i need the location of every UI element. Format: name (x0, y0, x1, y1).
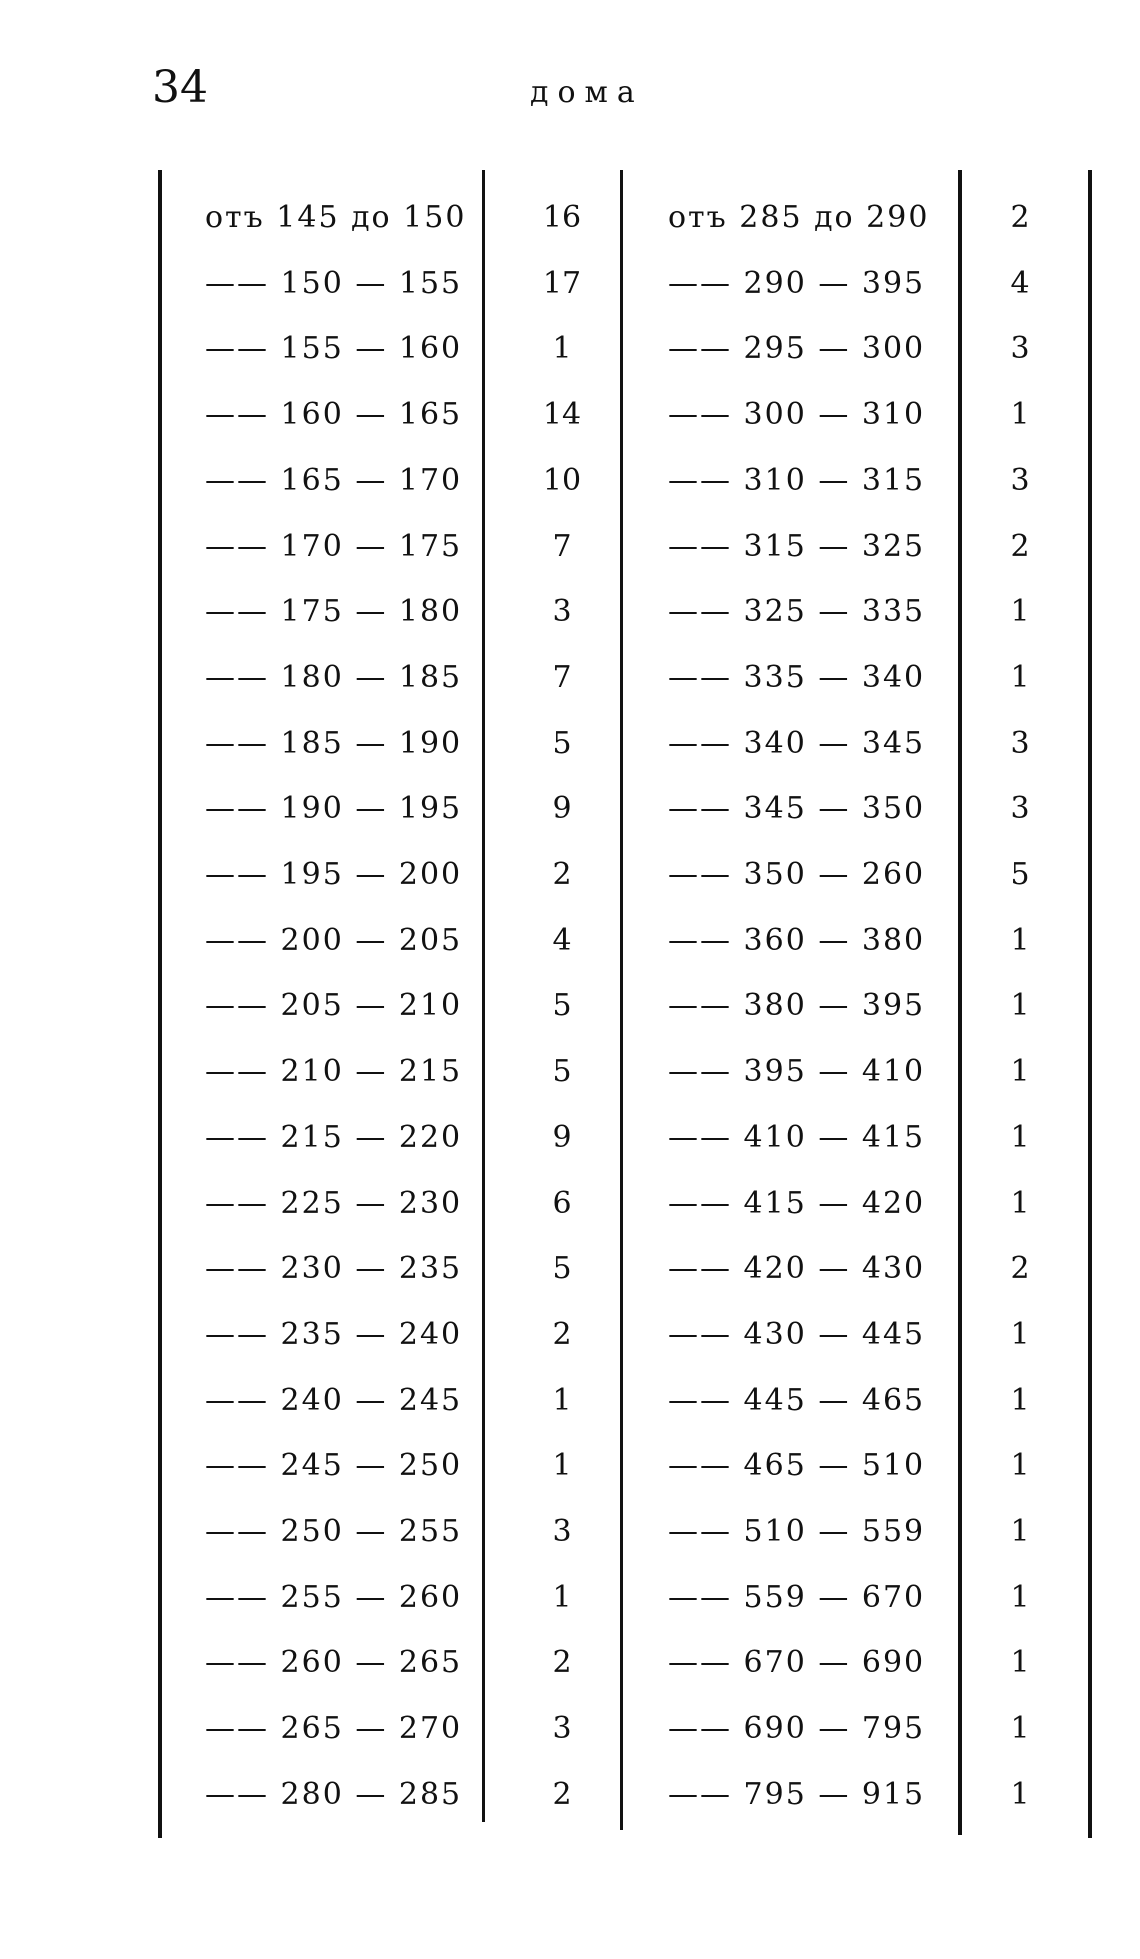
table-row-count: 5 (1010, 857, 1030, 892)
table-row-count: 4 (1010, 266, 1030, 301)
table-row-count: 1 (1010, 1448, 1030, 1483)
table-row-count: 5 (552, 1054, 572, 1089)
table-row-range: —— 415 — 420 (668, 1186, 926, 1221)
table-row-range: —— 180 — 185 (205, 660, 463, 695)
table-row-count: 2 (552, 857, 572, 892)
table-row-range: —— 340 — 345 (668, 726, 926, 761)
table-row-range: —— 185 — 190 (205, 726, 463, 761)
table-row-count: 3 (1010, 791, 1030, 826)
table-row-range: —— 345 — 350 (668, 791, 926, 826)
table-row-range: —— 235 — 240 (205, 1317, 463, 1352)
table-row-range: —— 205 — 210 (205, 988, 463, 1023)
table-row-count: 1 (1010, 397, 1030, 432)
table-row-count: 1 (552, 1580, 572, 1615)
table-row-range: —— 315 — 325 (668, 529, 926, 564)
table-row-range: —— 150 — 155 (205, 266, 463, 301)
table-row-count: 3 (1010, 463, 1030, 498)
table-row-range: —— 245 — 250 (205, 1448, 463, 1483)
table-row-count: 10 (542, 463, 582, 498)
table-row-range: —— 160 — 165 (205, 397, 463, 432)
table-row-count: 1 (552, 1383, 572, 1418)
table-row-range: —— 295 — 300 (668, 331, 926, 366)
table-row-range: —— 445 — 465 (668, 1383, 926, 1418)
table-row-count: 5 (552, 1251, 572, 1286)
rule-middle (620, 170, 623, 1830)
table-row-range: отъ 285 до 290 (668, 200, 930, 235)
table-row-count: 2 (1010, 529, 1030, 564)
table-row-range: —— 310 — 315 (668, 463, 926, 498)
table-row-count: 3 (1010, 726, 1030, 761)
table-row-count: 17 (542, 266, 582, 301)
table-row-count: 3 (552, 1711, 572, 1746)
table-row-range: —— 215 — 220 (205, 1120, 463, 1155)
table-row-count: 1 (1010, 1120, 1030, 1155)
table-row-range: —— 155 — 160 (205, 331, 463, 366)
table-row-count: 1 (1010, 1186, 1030, 1221)
table-row-range: —— 350 — 260 (668, 857, 926, 892)
table-row-range: —— 430 — 445 (668, 1317, 926, 1352)
table-row-count: 1 (1010, 1777, 1030, 1812)
table-row-range: —— 165 — 170 (205, 463, 463, 498)
table-row-range: —— 380 — 395 (668, 988, 926, 1023)
table-row-range: —— 195 — 200 (205, 857, 463, 892)
table-row-count: 7 (552, 660, 572, 695)
table-row-count: 16 (542, 200, 582, 235)
table-row-range: —— 170 — 175 (205, 529, 463, 564)
table-row-count: 1 (1010, 1711, 1030, 1746)
table-row-count: 2 (552, 1777, 572, 1812)
table-row-range: —— 175 — 180 (205, 594, 463, 629)
table-row-count: 14 (542, 397, 582, 432)
table-row-count: 7 (552, 529, 572, 564)
table-row-count: 1 (1010, 1317, 1030, 1352)
table-row-range: —— 420 — 430 (668, 1251, 926, 1286)
table-row-count: 1 (1010, 1383, 1030, 1418)
table-row-range: —— 690 — 795 (668, 1711, 926, 1746)
table-row-count: 3 (552, 1514, 572, 1549)
table-row-count: 1 (1010, 988, 1030, 1023)
table-row-count: 2 (1010, 1251, 1030, 1286)
table-row-range: —— 280 — 285 (205, 1777, 463, 1812)
table-row-range: —— 410 — 415 (668, 1120, 926, 1155)
rule-outer-left (158, 170, 162, 1838)
table-row-count: 1 (1010, 1054, 1030, 1089)
table-row-range: —— 670 — 690 (668, 1645, 926, 1680)
table-row-range: —— 225 — 230 (205, 1186, 463, 1221)
table-row-count: 1 (1010, 660, 1030, 695)
rule-right-separator (958, 170, 962, 1835)
rule-outer-right (1088, 170, 1092, 1838)
table-row-count: 2 (552, 1645, 572, 1680)
table-row-count: 1 (552, 1448, 572, 1483)
table-row-count: 5 (552, 726, 572, 761)
table-row-count: 2 (552, 1317, 572, 1352)
table-row-count: 3 (552, 594, 572, 629)
table-row-count: 3 (1010, 331, 1030, 366)
table-row-range: —— 290 — 395 (668, 266, 926, 301)
table-row-range: —— 510 — 559 (668, 1514, 926, 1549)
table-row-range: —— 190 — 195 (205, 791, 463, 826)
table-row-range: —— 210 — 215 (205, 1054, 463, 1089)
table-row-count: 1 (1010, 923, 1030, 958)
table-row-range: —— 335 — 340 (668, 660, 926, 695)
table-row-count: 6 (552, 1186, 572, 1221)
table-row-count: 9 (552, 791, 572, 826)
table-row-count: 1 (552, 331, 572, 366)
table-row-range: —— 200 — 205 (205, 923, 463, 958)
table-row-range: —— 250 — 255 (205, 1514, 463, 1549)
table-row-range: —— 300 — 310 (668, 397, 926, 432)
table-row-range: —— 795 — 915 (668, 1777, 926, 1812)
table-row-range: отъ 145 до 150 (205, 200, 467, 235)
page-number: 34 (152, 62, 208, 113)
table-row-count: 1 (1010, 1514, 1030, 1549)
table-row-range: —— 265 — 270 (205, 1711, 463, 1746)
table-row-range: —— 240 — 245 (205, 1383, 463, 1418)
table-row-count: 1 (1010, 1645, 1030, 1680)
table-row-count: 9 (552, 1120, 572, 1155)
table-row-count: 2 (1010, 200, 1030, 235)
table-row-range: —— 360 — 380 (668, 923, 926, 958)
table-row-count: 1 (1010, 594, 1030, 629)
table-row-count: 5 (552, 988, 572, 1023)
table-row-count: 4 (552, 923, 572, 958)
table-row-range: —— 395 — 410 (668, 1054, 926, 1089)
table-row-range: —— 559 — 670 (668, 1580, 926, 1615)
rule-left-separator (482, 170, 485, 1822)
table-row-range: —— 230 — 235 (205, 1251, 463, 1286)
table-row-count: 1 (1010, 1580, 1030, 1615)
running-head: дома (530, 75, 644, 110)
table-row-range: —— 325 — 335 (668, 594, 926, 629)
table-row-range: —— 260 — 265 (205, 1645, 463, 1680)
table-row-range: —— 465 — 510 (668, 1448, 926, 1483)
table-row-range: —— 255 — 260 (205, 1580, 463, 1615)
